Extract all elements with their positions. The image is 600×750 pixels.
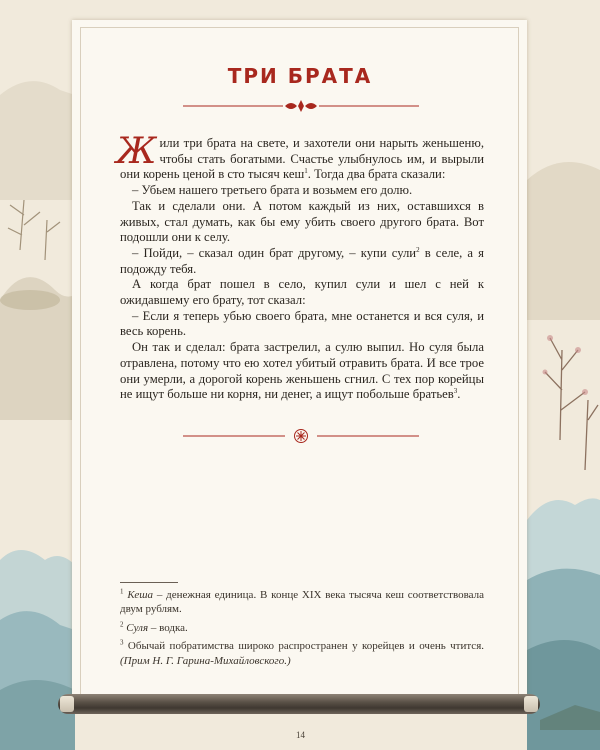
footnote-ref[interactable]: 1 <box>304 167 308 176</box>
story-paragraph: – Если я теперь убью своего брата, мне останется и вся суля, и весь корень. <box>120 308 484 339</box>
footnote-rule <box>120 582 178 583</box>
footnote-2: $^2$ Суля – водка. <box>120 620 188 634</box>
footnote-3: $^3$ Обычай побратимства широко распространен у корейцев и очень чтится. (Прим Н. Г. Гарина-Михайловского.) <box>120 638 485 667</box>
rod-cap-left <box>60 696 74 712</box>
story-paragraph: Он так и сделал: брата застрелил, а сулю выпил. Но суля была отравлена, потому что ею хотел убитый отравить брата. И все трое они умерли, а дорогой корень женьшень сгнил. С тех пор корейцы не ищут больше ни корня, ни денег, а ищут побольше братьев$^3$. <box>120 340 484 402</box>
story-paragraph: А когда брат пошел в село, купил сули и шел с ней к ожидавшему его брату, тот сказал: <box>120 277 484 308</box>
page-number: 14 <box>296 730 305 740</box>
story-paragraph: Жили три брата на свете, и захотели они нарыть женьшеню, чтобы стать богатыми. Счастье улыбнулось им, и вырыли они корень ценой в сто тысяч кеш$^1$. Тогда два брата сказали: <box>116 131 484 182</box>
scroll-rod <box>58 694 540 714</box>
footnote-1: $^1$ Кеша – денежная единица. В конце XIX века тысяча кеш соответствовала двум рублям. <box>120 587 485 616</box>
title-divider <box>183 98 419 114</box>
footnote-ref[interactable]: 3 <box>453 387 458 396</box>
page-title: ТРИ БРАТА <box>227 64 373 88</box>
story-paragraph: – Убьем нашего третьего брата и возьмем его долю. <box>132 183 413 198</box>
story-text <box>116 131 484 403</box>
drop-cap: Ж <box>116 131 157 172</box>
footnote-ref[interactable]: 2 <box>416 245 420 254</box>
footnotes <box>120 588 484 672</box>
story-paragraph: Так и сделали они. А потом каждый из них, оставшихся в живых, стал думать, как бы ему убить своего другого брата. Вот подошли они к селу. <box>120 198 484 245</box>
rod-cap-right <box>524 696 538 712</box>
story-paragraph: – Пойди, – сказал один брат другому, – купи сули$^2$ в селе, а я подожду тебя. <box>120 245 484 276</box>
end-divider <box>183 428 419 444</box>
